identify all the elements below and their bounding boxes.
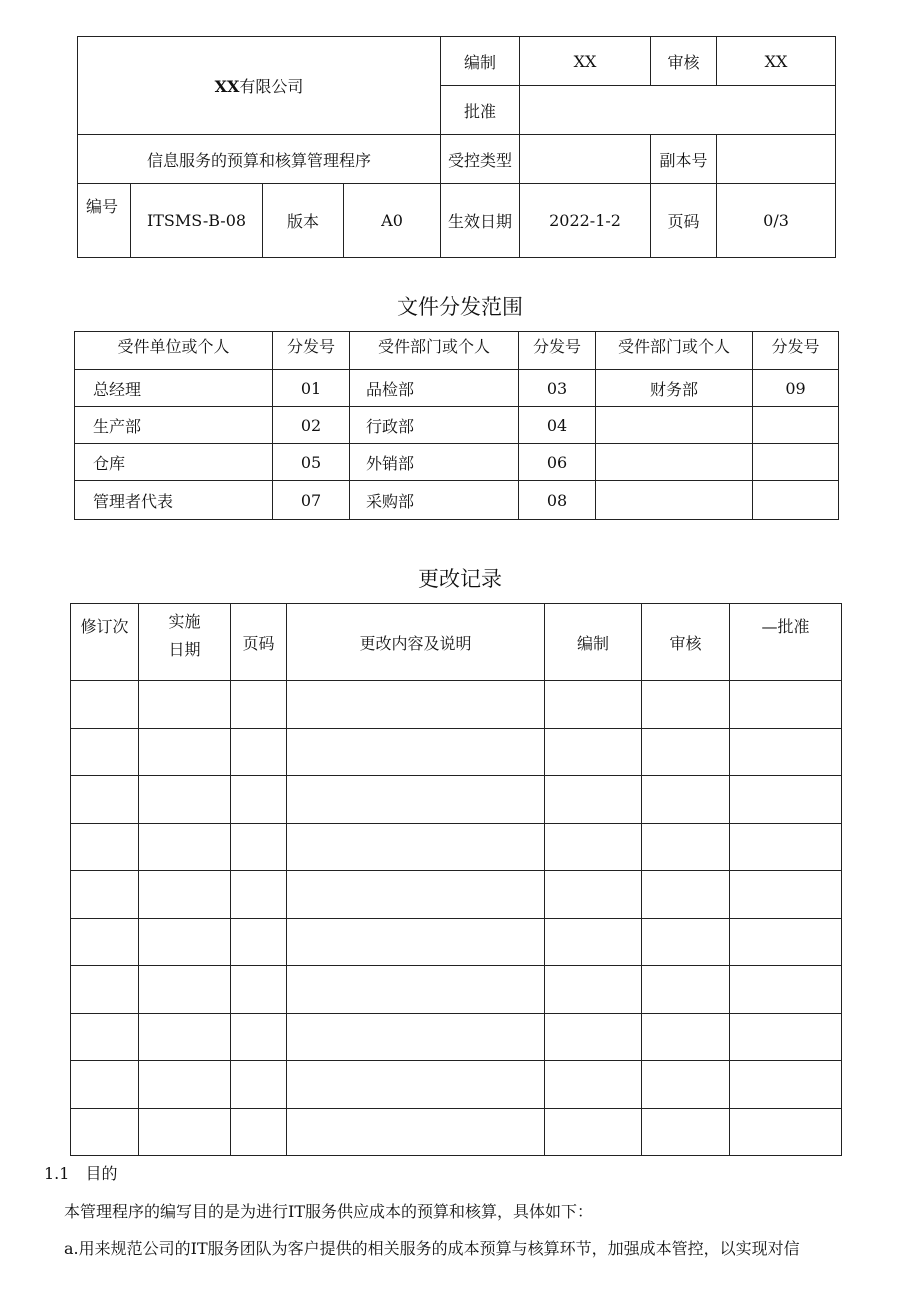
- change-log-cell: [730, 681, 842, 729]
- page-value: 0/3: [717, 184, 836, 258]
- change-log-cell: [287, 728, 545, 776]
- change-log-cell: [642, 1061, 730, 1109]
- change-log-cell: [231, 871, 287, 919]
- change-log-cell: [545, 1061, 642, 1109]
- change-log-row: [71, 871, 842, 919]
- dist-cell: 品检部: [350, 370, 519, 407]
- dist-cell: [596, 481, 753, 520]
- change-log-cell: [730, 1013, 842, 1061]
- doc-number-value: ITSMS-B-08: [131, 184, 263, 258]
- dist-header-cell: 受件部门或个人: [596, 332, 753, 370]
- change-log-cell: [231, 681, 287, 729]
- dist-cell: [753, 407, 839, 444]
- change-log-row: [71, 1108, 842, 1156]
- dist-cell: 05: [273, 444, 350, 481]
- compile-header: 编制: [545, 604, 642, 681]
- dist-cell: 03: [519, 370, 596, 407]
- change-log-cell: [287, 966, 545, 1014]
- change-log-cell: [71, 966, 139, 1014]
- company-name-suffix: 有限公司: [239, 77, 304, 96]
- change-log-cell: [545, 776, 642, 824]
- change-log-cell: [231, 776, 287, 824]
- change-log-cell: [231, 823, 287, 871]
- change-log-cell: [642, 871, 730, 919]
- dist-cell: 06: [519, 444, 596, 481]
- change-log-cell: [730, 1061, 842, 1109]
- dist-cell: [753, 481, 839, 520]
- change-log-cell: [287, 776, 545, 824]
- change-log-cell: [139, 1061, 231, 1109]
- change-log-cell: [71, 871, 139, 919]
- control-type-label: 受控类型: [441, 135, 520, 184]
- change-log-cell: [545, 918, 642, 966]
- document-title: 信息服务的预算和核算管理程序: [78, 135, 441, 184]
- change-log-cell: [139, 918, 231, 966]
- change-log-cell: [287, 1013, 545, 1061]
- review-value: XX: [717, 37, 836, 86]
- change-log-title: 更改记录: [418, 567, 502, 591]
- change-log-table: [70, 603, 842, 1156]
- change-log-cell: [545, 966, 642, 1014]
- revision-header: 修订次: [71, 604, 139, 681]
- change-log-cell: [287, 823, 545, 871]
- change-log-cell: [139, 776, 231, 824]
- distribution-row: [75, 444, 839, 481]
- dist-header-cell: 分发号: [519, 332, 596, 370]
- change-log-cell: [71, 823, 139, 871]
- compile-label: 编制: [441, 37, 520, 86]
- change-log-cell: [642, 823, 730, 871]
- change-log-cell: [642, 966, 730, 1014]
- change-log-cell: [71, 681, 139, 729]
- change-log-cell: [139, 681, 231, 729]
- content-header: 更改内容及说明: [287, 604, 545, 681]
- section-heading: [44, 1161, 117, 1184]
- distribution-row: [75, 370, 839, 407]
- dist-cell: [753, 444, 839, 481]
- change-log-cell: [730, 1108, 842, 1156]
- dist-cell: [596, 407, 753, 444]
- change-log-cell: [231, 966, 287, 1014]
- dist-cell: 02: [273, 407, 350, 444]
- change-log-cell: [642, 1108, 730, 1156]
- effective-date-label: 生效日期: [441, 184, 520, 258]
- copy-number-value: [717, 135, 836, 184]
- dist-cell: 仓库: [75, 444, 273, 481]
- change-log-row: [71, 918, 842, 966]
- document-header-table: [77, 36, 836, 258]
- change-log-cell: [730, 823, 842, 871]
- purpose-paragraph: 本管理程序的编写目的是为进行IT服务供应成本的预算和核算，具体如下：: [64, 1202, 593, 1221]
- change-log-row: [71, 776, 842, 824]
- change-log-cell: [730, 966, 842, 1014]
- impl-date-line2: 日期: [168, 640, 201, 659]
- change-log-cell: [545, 823, 642, 871]
- review-header: 审核: [642, 604, 730, 681]
- approve-header: —批准: [730, 604, 842, 681]
- dist-cell: 财务部: [596, 370, 753, 407]
- dist-cell: 01: [273, 370, 350, 407]
- change-log-cell: [231, 1108, 287, 1156]
- distribution-row: [75, 481, 839, 520]
- dist-cell: 行政部: [350, 407, 519, 444]
- change-log-cell: [642, 776, 730, 824]
- change-log-cell: [287, 1061, 545, 1109]
- change-log-cell: [730, 918, 842, 966]
- change-log-cell: [231, 728, 287, 776]
- change-log-cell: [642, 918, 730, 966]
- change-log-cell: [545, 1108, 642, 1156]
- change-log-header-row: [71, 604, 842, 681]
- dist-cell: 总经理: [75, 370, 273, 407]
- page-label: 页码: [651, 184, 717, 258]
- change-log-cell: [730, 871, 842, 919]
- dist-header-cell: 受件部门或个人: [350, 332, 519, 370]
- company-name-bold: XX: [214, 77, 240, 96]
- dist-header-cell: 分发号: [753, 332, 839, 370]
- change-log-cell: [287, 681, 545, 729]
- change-log-row: [71, 1013, 842, 1061]
- change-log-cell: [642, 1013, 730, 1061]
- purpose-item-a: a.用来规范公司的IT服务团队为客户提供的相关服务的成本预算与核算环节，加强成本管控，以实现对信: [64, 1239, 800, 1258]
- change-log-cell: [71, 776, 139, 824]
- change-log-cell: [730, 776, 842, 824]
- change-log-cell: [231, 918, 287, 966]
- dist-cell: 07: [273, 481, 350, 520]
- change-log-cell: [71, 728, 139, 776]
- change-log-cell: [71, 1061, 139, 1109]
- change-log-cell: [545, 728, 642, 776]
- dist-cell: 08: [519, 481, 596, 520]
- version-value: A0: [344, 184, 441, 258]
- approve-value: [520, 86, 836, 135]
- copy-number-label: 副本号: [651, 135, 717, 184]
- change-log-cell: [139, 871, 231, 919]
- change-log-cell: [231, 1013, 287, 1061]
- dist-header-cell: 受件单位或个人: [75, 332, 273, 370]
- change-log-row: [71, 823, 842, 871]
- dist-cell: [596, 444, 753, 481]
- change-log-row: [71, 966, 842, 1014]
- compile-value: XX: [520, 37, 651, 86]
- change-log-cell: [139, 1013, 231, 1061]
- dist-cell: 09: [753, 370, 839, 407]
- company-name-cell: [78, 37, 441, 135]
- change-log-row: [71, 728, 842, 776]
- change-log-cell: [71, 1108, 139, 1156]
- change-log-cell: [287, 918, 545, 966]
- change-log-cell: [71, 1013, 139, 1061]
- dist-cell: 采购部: [350, 481, 519, 520]
- change-log-cell: [139, 728, 231, 776]
- distribution-table: [74, 331, 839, 520]
- change-log-cell: [71, 918, 139, 966]
- change-log-cell: [139, 1108, 231, 1156]
- change-log-row: [71, 1061, 842, 1109]
- page-header: 页码: [231, 604, 287, 681]
- distribution-header-row: [75, 332, 839, 370]
- change-log-cell: [231, 1061, 287, 1109]
- change-log-body: [71, 681, 842, 1156]
- dist-cell: 生产部: [75, 407, 273, 444]
- change-log-cell: [545, 681, 642, 729]
- doc-number-label: 编号: [78, 184, 131, 258]
- change-log-cell: [287, 1108, 545, 1156]
- distribution-row: [75, 407, 839, 444]
- dist-cell: 外销部: [350, 444, 519, 481]
- dist-cell: 04: [519, 407, 596, 444]
- version-label: 版本: [263, 184, 344, 258]
- dist-header-cell: 分发号: [273, 332, 350, 370]
- change-log-cell: [545, 871, 642, 919]
- change-log-row: [71, 681, 842, 729]
- change-log-cell: [139, 966, 231, 1014]
- approve-label: 批准: [441, 86, 520, 135]
- impl-date-header: [139, 604, 231, 681]
- section-title: 目的: [85, 1164, 118, 1183]
- impl-date-line1: 实施: [168, 612, 201, 631]
- section-number: 1.1: [44, 1164, 70, 1183]
- change-log-cell: [545, 1013, 642, 1061]
- change-log-cell: [642, 681, 730, 729]
- review-label: 审核: [651, 37, 717, 86]
- control-type-value: [520, 135, 651, 184]
- change-log-cell: [139, 823, 231, 871]
- change-log-cell: [642, 728, 730, 776]
- change-log-cell: [730, 728, 842, 776]
- effective-date-value: 2022-1-2: [520, 184, 651, 258]
- dist-cell: 管理者代表: [75, 481, 273, 520]
- change-log-cell: [287, 871, 545, 919]
- distribution-title: 文件分发范围: [397, 295, 523, 319]
